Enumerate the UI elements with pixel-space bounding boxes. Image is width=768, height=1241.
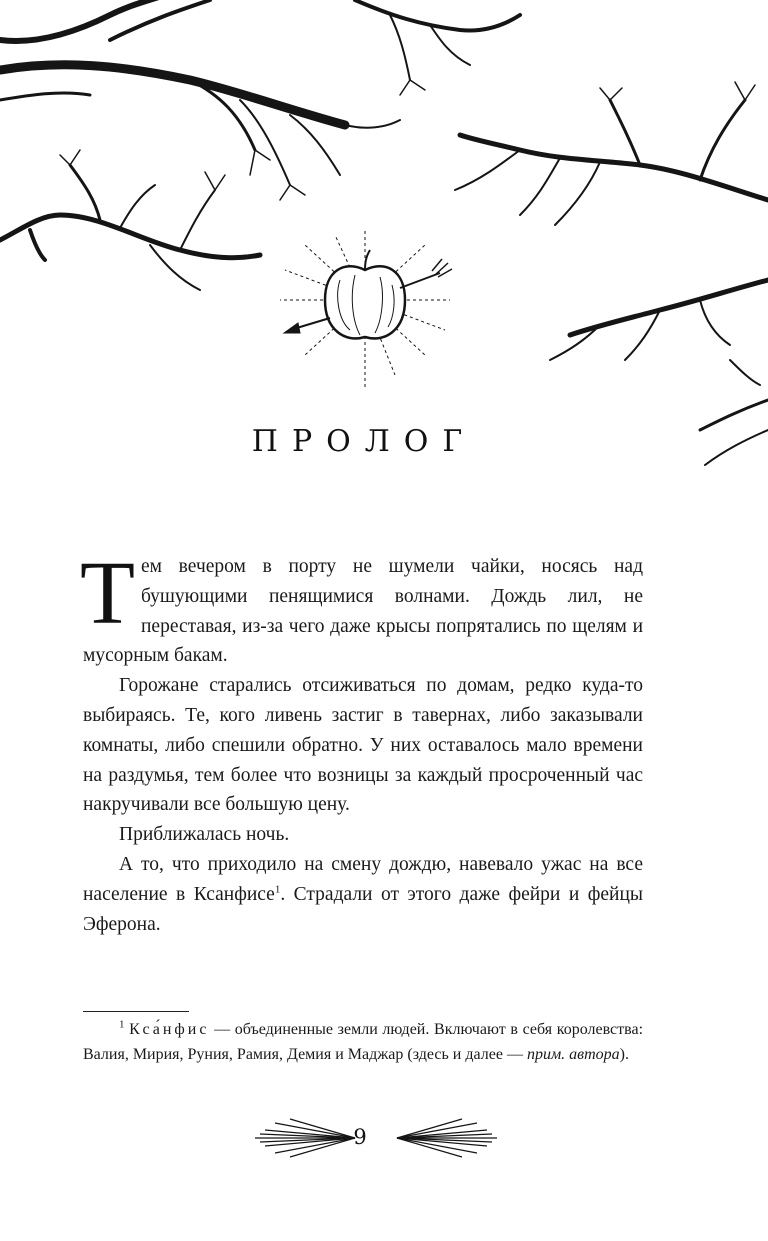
footnote-text: — объединенные земли людей. Включают в себя королевства: Валия, Мирия, Руния, Рамия, Демия и Маджар (здесь и далее —	[83, 1021, 644, 1063]
paragraph-1	[80, 544, 643, 671]
footnote	[83, 1018, 643, 1067]
page-number: 9	[353, 1125, 367, 1149]
paragraph-4-text-a: А то, что приходило на смену дождю, навевало ужас на все население в Ксанфисе	[83, 853, 643, 905]
chapter-title: ПРОЛОГ	[251, 424, 477, 459]
apple-arrow-emblem	[270, 225, 460, 395]
paragraph-4	[83, 850, 643, 939]
paragraph-1-text: ем вечером в порту не шумели чайки, носясь над бушующими пенящимися волнами. Дождь лил, не переставая, из-за чего даже крысы попрятались по щелям и мусорным бакам.	[83, 556, 643, 667]
radiating-lines-ornament-right	[392, 1118, 502, 1158]
footnote-italic: прим. автора	[526, 1045, 620, 1063]
footnote-divider	[83, 1011, 189, 1012]
footnote-reference[interactable]: 1	[274, 883, 281, 896]
body-text	[80, 544, 643, 939]
footnote-marker: 1	[119, 1018, 125, 1031]
paragraph-4-text-b: . Страдали от этого даже фейри и фейцы Эферона.	[83, 883, 643, 935]
paragraph-3: Приближалась ночь.	[119, 824, 290, 846]
drop-cap: Т	[80, 544, 135, 643]
footnote-term: Кса́нфис	[129, 1021, 210, 1038]
footnote-end: ).	[619, 1045, 629, 1063]
paragraph-2: Горожане старались отсиживаться по домам, редко куда-то выбираясь. Те, кого ливень застиг в тавернах, либо заказывали комнаты, либо спешили обратно. У них оставалось мало времени на раздумья, тем более что возницы за каждый просроченный час накручивали все большую цену.	[83, 675, 643, 816]
